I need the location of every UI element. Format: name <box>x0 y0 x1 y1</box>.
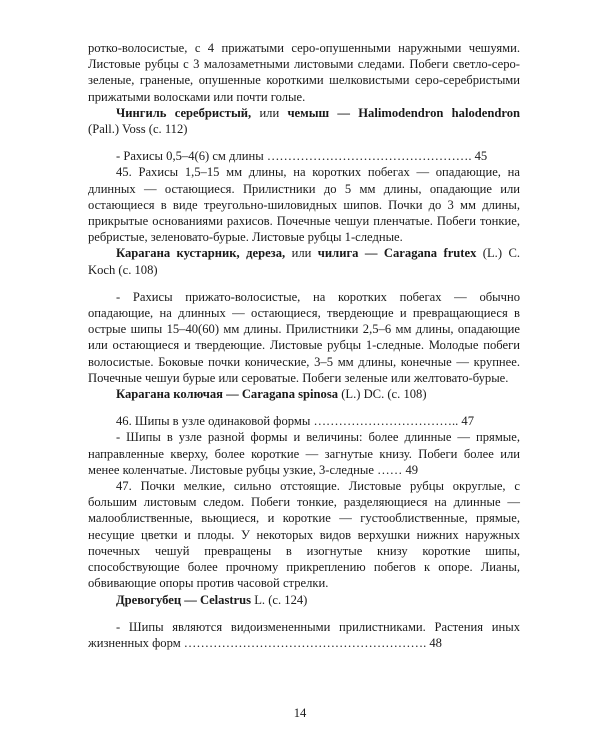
species-author: (L.) DC. (с. 108) <box>338 387 427 402</box>
key-entry-thorns-stipules: - Шипы являются видоизмененными прилистниками. Растения иных жизненных форм …………………………………………………. 48 <box>88 619 520 650</box>
key-entry-45: 45. Рахисы 1,5–15 мм длины, на коротких побегах — опадающие, на длинных — остающиеся. Прилистники до 5 мм длины, опадающие или остающиеся в виде треугольно-шиловидных шипов. Почки до 3 мм длины, прикрытые основаниями рахисов. Почечные чешуи пленчатые. Побеги тонкие, ребристые, зеленовато-бурые. Листовые рубцы 1-следные. <box>88 165 520 245</box>
species-caragana-frutex <box>88 245 520 277</box>
key-entry-47: 47. Почки мелкие, сильно отстоящие. Листовые рубцы округлые, с большим листовым следом. Побеги тонкие, разделяющиеся на длинные — малооблиственные, вьющиеся, и короткие — густооблиственные, прямые, несущие цветки и плоды. У некоторых видов верхушки нижних наружных почечных чешуй превращены в изогнутые книзу короткие шипы, способствующие более прочному прикреплению побегов к опоре. Лианы, обвивающие опоры против часовой стрелки. <box>88 479 520 591</box>
page-number: 14 <box>293 706 307 720</box>
species-name-latin: чилига — Caragana frutex <box>317 246 477 261</box>
species-or: или <box>285 246 318 261</box>
species-name-ru: Чингиль серебристый, <box>116 105 252 120</box>
key-entry-46: 46. Шипы в узле одинаковой формы …………………………….. 47 <box>116 414 475 429</box>
key-entry-rachis-hairy: - Рахисы прижато-волосистые, на коротких побегах — обычно опадающие, на длинных — остающиеся, твердеющие и превращающиеся в острые шипы 15–40(60) мм длины. Прилистники 2,5–6 мм длины, опадающие или остающиеся и твердеющие. Листовые рубцы 1-следные. Молодые побеги волосистые. Боковые почки конические, 3–5 мм длины, конечные — крупнее. Почечные чешуи бурые или сероватые. Побеги зеленые или желтовато-бурые. <box>88 289 520 385</box>
key-entry-rachis-short: - Рахисы 0,5–4(6) см длины …………………………………………. 45 <box>116 149 488 164</box>
species-caragana-spinosa <box>88 386 520 402</box>
species-author: (L.) C. Koch (с. 108) <box>88 246 520 277</box>
page-body <box>88 40 520 651</box>
species-name-latin: чемыш — Halimodendron halodendron <box>287 105 521 120</box>
species-celastrus <box>88 592 520 608</box>
species-halimodendron <box>88 105 520 137</box>
species-author: (Pall.) Voss (с. 112) <box>88 122 188 137</box>
paragraph-continuation: ротко-волосистые, с 4 прижатыми серо-опушенными наружными чешуями. Листовые рубцы с 3 малозаметными листовыми следами. Побеги светло-серо-зеленые, граненые, опушенные короткими шелковистыми серо-серебристыми прижатыми волосками или почти голые. <box>88 41 520 104</box>
species-author: L. (с. 124) <box>251 592 308 607</box>
species-name: Древогубец — Celastrus <box>116 592 252 607</box>
key-entry-thorns-different: - Шипы в узле разной формы и величины: более длинные — прямые, направленные кверху, более короткие — загнутые книзу. Побеги более или менее коленчатые. Листовые рубцы узкие, 3-следные …… 49 <box>88 430 520 477</box>
species-or: или <box>251 105 288 120</box>
species-name: Карагана колючая — Caragana spinosa <box>116 387 339 402</box>
species-name-ru: Карагана кустарник, дереза, <box>116 246 286 261</box>
